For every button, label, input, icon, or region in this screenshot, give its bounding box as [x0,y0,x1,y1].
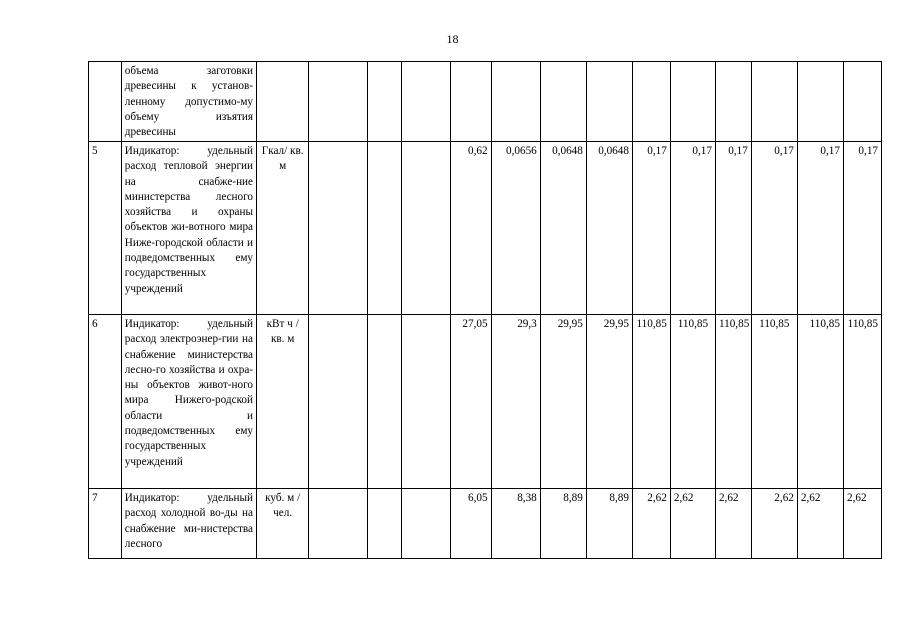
value-cell: 0,17 [797,142,843,315]
table-row [89,62,882,142]
value-cell: 29,3 [491,315,540,489]
value-cell [367,489,402,559]
indicator-table [88,61,882,559]
value-cell: 110,85 [670,315,715,489]
value-cell [843,62,881,142]
unit-cell: куб. м /чел. [257,489,309,559]
value-cell: 29,95 [586,315,632,489]
value-cell: 8,89 [540,489,586,559]
value-cell [309,142,367,315]
value-cell: 0,0656 [491,142,540,315]
value-cell: 0,17 [632,142,670,315]
value-cell [402,62,450,142]
value-cell: 0,17 [843,142,881,315]
unit-cell: кВт ч /кв. м [257,315,309,489]
value-cell [797,62,843,142]
page-number: 18 [446,32,459,46]
indicator-description: Индикатор: удельный расход электроэнер-гии на снабжение министерства лесно-го хозяйства и охра-ны объектов живот-ного мира Нижего-родской области и подведомственных ему государственных учреждений [121,315,256,489]
value-cell: 0,17 [751,142,797,315]
value-cell: 27,05 [450,315,491,489]
row-number: 7 [89,489,122,559]
value-cell: 6,05 [450,489,491,559]
value-cell [670,62,715,142]
value-cell: 2,62 [670,489,715,559]
value-cell: 8,38 [491,489,540,559]
value-cell: 2,62 [797,489,843,559]
value-cell: 0,62 [450,142,491,315]
value-cell: 110,85 [843,315,881,489]
value-cell [715,62,751,142]
value-cell [309,315,367,489]
value-cell [309,62,367,142]
value-cell [632,62,670,142]
value-cell: 110,85 [715,315,751,489]
value-cell: 0,0648 [540,142,586,315]
value-cell: 0,17 [670,142,715,315]
value-cell: 2,62 [843,489,881,559]
row-number [89,62,122,142]
value-cell: 2,62 [751,489,797,559]
value-cell: 0,17 [715,142,751,315]
unit-cell: Гкал/ кв. м [257,142,309,315]
value-cell [367,315,402,489]
value-cell: 2,62 [715,489,751,559]
value-cell [402,315,450,489]
value-cell [309,489,367,559]
value-cell: 29,95 [540,315,586,489]
value-cell: 8,89 [586,489,632,559]
value-cell [402,489,450,559]
value-cell [450,62,491,142]
unit-cell [257,62,309,142]
row-number: 6 [89,315,122,489]
value-cell [367,62,402,142]
value-cell [586,62,632,142]
indicator-description: объема заготовки древесины к установ-ленному допустимо-му объему изъятия древесины [121,62,256,142]
table-row [89,489,882,559]
table-row [89,315,882,489]
indicator-description: Индикатор: удельный расход тепловой энергии на снабже-ние министерства лесного хозяйства и охраны объектов жи-вотного мира Ниже-городской области и подведомственных ему государственных учреждений [121,142,256,315]
value-cell [491,62,540,142]
value-cell [540,62,586,142]
row-number: 5 [89,142,122,315]
value-cell: 110,85 [797,315,843,489]
value-cell: 110,85 [632,315,670,489]
value-cell [402,142,450,315]
value-cell [751,62,797,142]
table-row [89,142,882,315]
value-cell: 110,85 [751,315,797,489]
value-cell [367,142,402,315]
value-cell: 0,0648 [586,142,632,315]
indicator-description: Индикатор: удельный расход холодной во-ды на снабжение ми-нистерства лесного [121,489,256,559]
value-cell: 2,62 [632,489,670,559]
